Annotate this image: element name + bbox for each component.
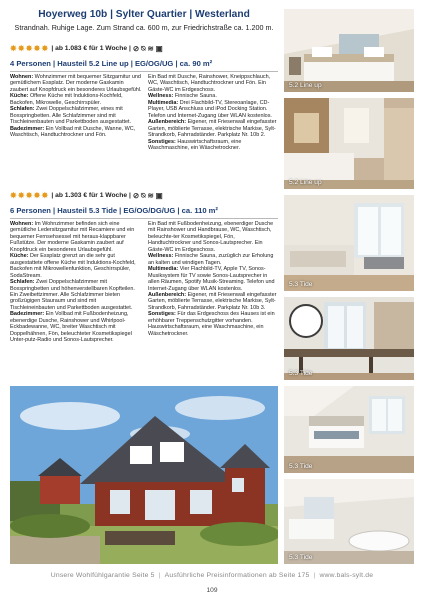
unit2-headline: 6 Personen | Hausteil 5.3 Tide | EG/OG/DG/UG | ca. 110 m² (10, 206, 218, 215)
unit1-sonstiges: Sonstiges: Hauswirtschaftsraum, eine Waschmaschine, ein Wäschetrockner. (148, 138, 242, 151)
star-icon: ✸ (41, 43, 49, 53)
unit2-aussenbereich: Außenbereich: Eigener, mit Friesenwall eingefasster Garten, möblierte Terrasse, elektrische Markise, Sylt-Strandkorb, Fahrradständer. Parkplatz Nr. 10b 3. (148, 291, 277, 311)
unit1-kueche: Küche: Offene Küche mit Induktions-Kochfeld, Backofen, Mikrowelle, Geschirrspüler. (10, 93, 123, 106)
page-footer (10, 572, 414, 579)
star-icon: ✸ (17, 43, 25, 53)
unit1-right-column (148, 74, 278, 151)
unit1-star-rating (10, 45, 48, 53)
photo-caption: 5.3 Tide (289, 554, 313, 561)
no-smoking-icon: ⍉ (141, 190, 146, 200)
page-number: 109 (206, 587, 218, 594)
unit1-bad2: Ein Bad mit Dusche, Rainshower, Kneippschlauch, WC, Waschtisch, Handtuchtrockner und Fön. Ein Gäste-WC im Erdgeschoss. (148, 74, 271, 93)
unit1-divider (10, 71, 278, 72)
bedroom-tide-photo (284, 386, 414, 473)
star-icon: ✸ (17, 190, 25, 200)
unit1-wellness: Wellness: Finnische Sauna. (148, 93, 217, 100)
photo-caption: 5.3 Tide (289, 463, 313, 470)
wifi-icon: ≋ (147, 191, 154, 200)
unit1-price-line (10, 43, 163, 54)
unit1-badezimmer: Badezimmer: Ein Vollbad mit Dusche, Wanne, WC, Waschtisch, Handtuchtrockner und Fön. (10, 125, 136, 139)
unit2-sonstiges: Sonstiges: Für das Erdgeschoss des Hauses ist ein erhöhbarer Treppenschutzgitter vorhanden. Hauswirtschaftsraum, eine Waschmaschine, ein Wäschetrockner. (148, 311, 275, 337)
washing-machine-icon: ▣ (155, 191, 163, 200)
unit1-wohnen: Wohnen: Wohnzimmer mit bequemer Sitzgarnitur und gemütlichem Essplatz. Der moderne Gaskamin zaubert auf Knopfdruck ein besonderes Urlaubsgefühl. (10, 74, 142, 93)
bedroom-photo (284, 9, 414, 92)
no-smoking-icon: ⍉ (141, 43, 146, 53)
star-icon: ✸ (33, 43, 41, 53)
photo-caption: 5.3 Tide (289, 281, 313, 288)
photo-caption: 5.2 Line up (289, 179, 322, 186)
unit2-badezimmer: Badezimmer: Ein Vollbad mit Fußbodenheizung, ebenerdige Dusche, Rainshower und Whirlpool-Eckbadewanne, WC, breiter Waschtisch mit Doppelhähnen, Fön, beleuchteter Kosmetikspiegel Unter-putz-Radio und Sonos-Lautsprecher. (10, 311, 132, 344)
page-subtitle: Strandnah. Ruhige Lage. Zum Strand ca. 600 m, zur Friedrichstraße ca. 1.200 m. (14, 23, 274, 32)
star-icon: ✸ (25, 190, 33, 200)
footer-guarantee-link[interactable]: Unsere Wohlfühlgarantie Seite 5 (50, 572, 155, 579)
photo-caption: 5.3 Tide (289, 370, 313, 377)
unit1-aussenbereich: Außenbereich: Eigener, mit Friesenwall eingefasster Garten, möblierte Terrasse, elektrische Markise, Sylt-Strandkorb, Fahrradständer. Parkplatz Nr. 10b 2. (148, 119, 277, 139)
footer-website-link[interactable]: www.bals-sylt.de (319, 572, 374, 579)
bathroom-photo (284, 98, 414, 189)
unit1-price: | ab 1.083 € für 1 Woche | (51, 45, 131, 52)
unit1-headline: 4 Personen | Hausteil 5.2 Line up | EG/OG/UG | ca. 90 m² (10, 59, 213, 68)
unit1-schlafen: Schlafen: Zwei Doppelschlafzimmer, eines mit Boxspringbetten. Alle Schlafzimmer sind mit Tischleinenbauten und Parkettboden ausgestattet. (10, 106, 132, 126)
unit2-divider (10, 218, 278, 219)
unit1-left-column (10, 74, 142, 139)
living-room-photo (284, 195, 414, 291)
unit2-multimedia: Multimedia: Vier Flachbild-TV, Apple TV, Sonos-Musiksystem für TV sowie Sonos-Lautsprecher in allen Räumen, Spotify Musik-Streaming. Telefon und Internet-Zugang über WLAN kostenlos. (148, 266, 275, 292)
star-icon: ✸ (10, 190, 17, 200)
wifi-icon: ≋ (147, 44, 154, 53)
unit2-kueche: Küche: Der Essplatz grenzt an die sehr gut ausgestattete offene Küche mit Induktions-Kochfeld, Backofen mit Mikrowellenfunktion, Geschirrspüler, SodaStream. (10, 253, 136, 279)
footer-separator: | (158, 572, 161, 579)
unit2-price-line (10, 190, 163, 201)
star-icon: ✸ (41, 190, 49, 200)
unit2-bad2: Ein Bad mit Fußbodenheizung, ebenerdiger Dusche mit Rainshower und Handbrause, WC, Waschtisch, beleuchte-ter Kosmetikspiegel, Fön, Handtuchtrockner und Sonos-Lautsprecher. Ein Gäste-WC im Erdgeschoss. (148, 221, 274, 253)
page-title: Hoyerweg 10b | Sylter Quartier | Westerland (38, 9, 250, 20)
star-icon: ✸ (10, 43, 17, 53)
photo-caption: 5.2 Line up (289, 82, 322, 89)
footer-separator: | (313, 572, 316, 579)
no-pets-icon: ⊘ (132, 44, 140, 53)
unit1-multimedia: Multimedia: Drei Flachbild-TV, Stereoanlage, CD-Player, USB Anschluss und iPod Docking Station. Telefon und Internet-Zugang über WLAN kostenlos. (148, 99, 272, 119)
unit2-left-column (10, 221, 142, 344)
house-exterior-photo (10, 386, 278, 564)
washing-machine-icon: ▣ (155, 44, 163, 53)
dining-room-photo (284, 297, 414, 380)
unit2-wellness: Wellness: Finnische Sauna, zuzüglich zur Erholung an kalten und windigen Tagen. (148, 253, 274, 266)
unit2-right-column (148, 221, 278, 337)
no-pets-icon: ⊘ (132, 191, 140, 200)
page-header (10, 9, 278, 32)
unit2-schlafen: Schlafen: Zwei Doppelschlafzimmer mit Boxspringbetten und höhenverstellbaren Kopfteilen. Ein Zweibettzimmer. Alle Schlafzimmer bieten großzügigen Stauraum und sind mit Tischleineinbauten und Parkettboden ausgestattet. (10, 279, 135, 311)
unit2-price: | ab 1.303 € für 1 Woche | (51, 192, 131, 199)
star-icon: ✸ (33, 190, 41, 200)
unit2-wohnen: Wohnen: Im Wohnzimmer befinden sich eine gemütliche Ledersitzgarnitur mit Recamiere und ein bequemer Fernsehsessel mit heraus-klappbarer Fußstütze. Der moderne Gaskamin zaubert auf Knopfdruck ein besonderes Urlaubsgefühl. (10, 221, 135, 253)
footer-price-info-link[interactable]: Ausführliche Preisinformationen ab Seite 175 (164, 572, 310, 579)
bathtub-photo (284, 479, 414, 564)
star-icon: ✸ (25, 43, 33, 53)
unit2-star-rating (10, 192, 48, 200)
